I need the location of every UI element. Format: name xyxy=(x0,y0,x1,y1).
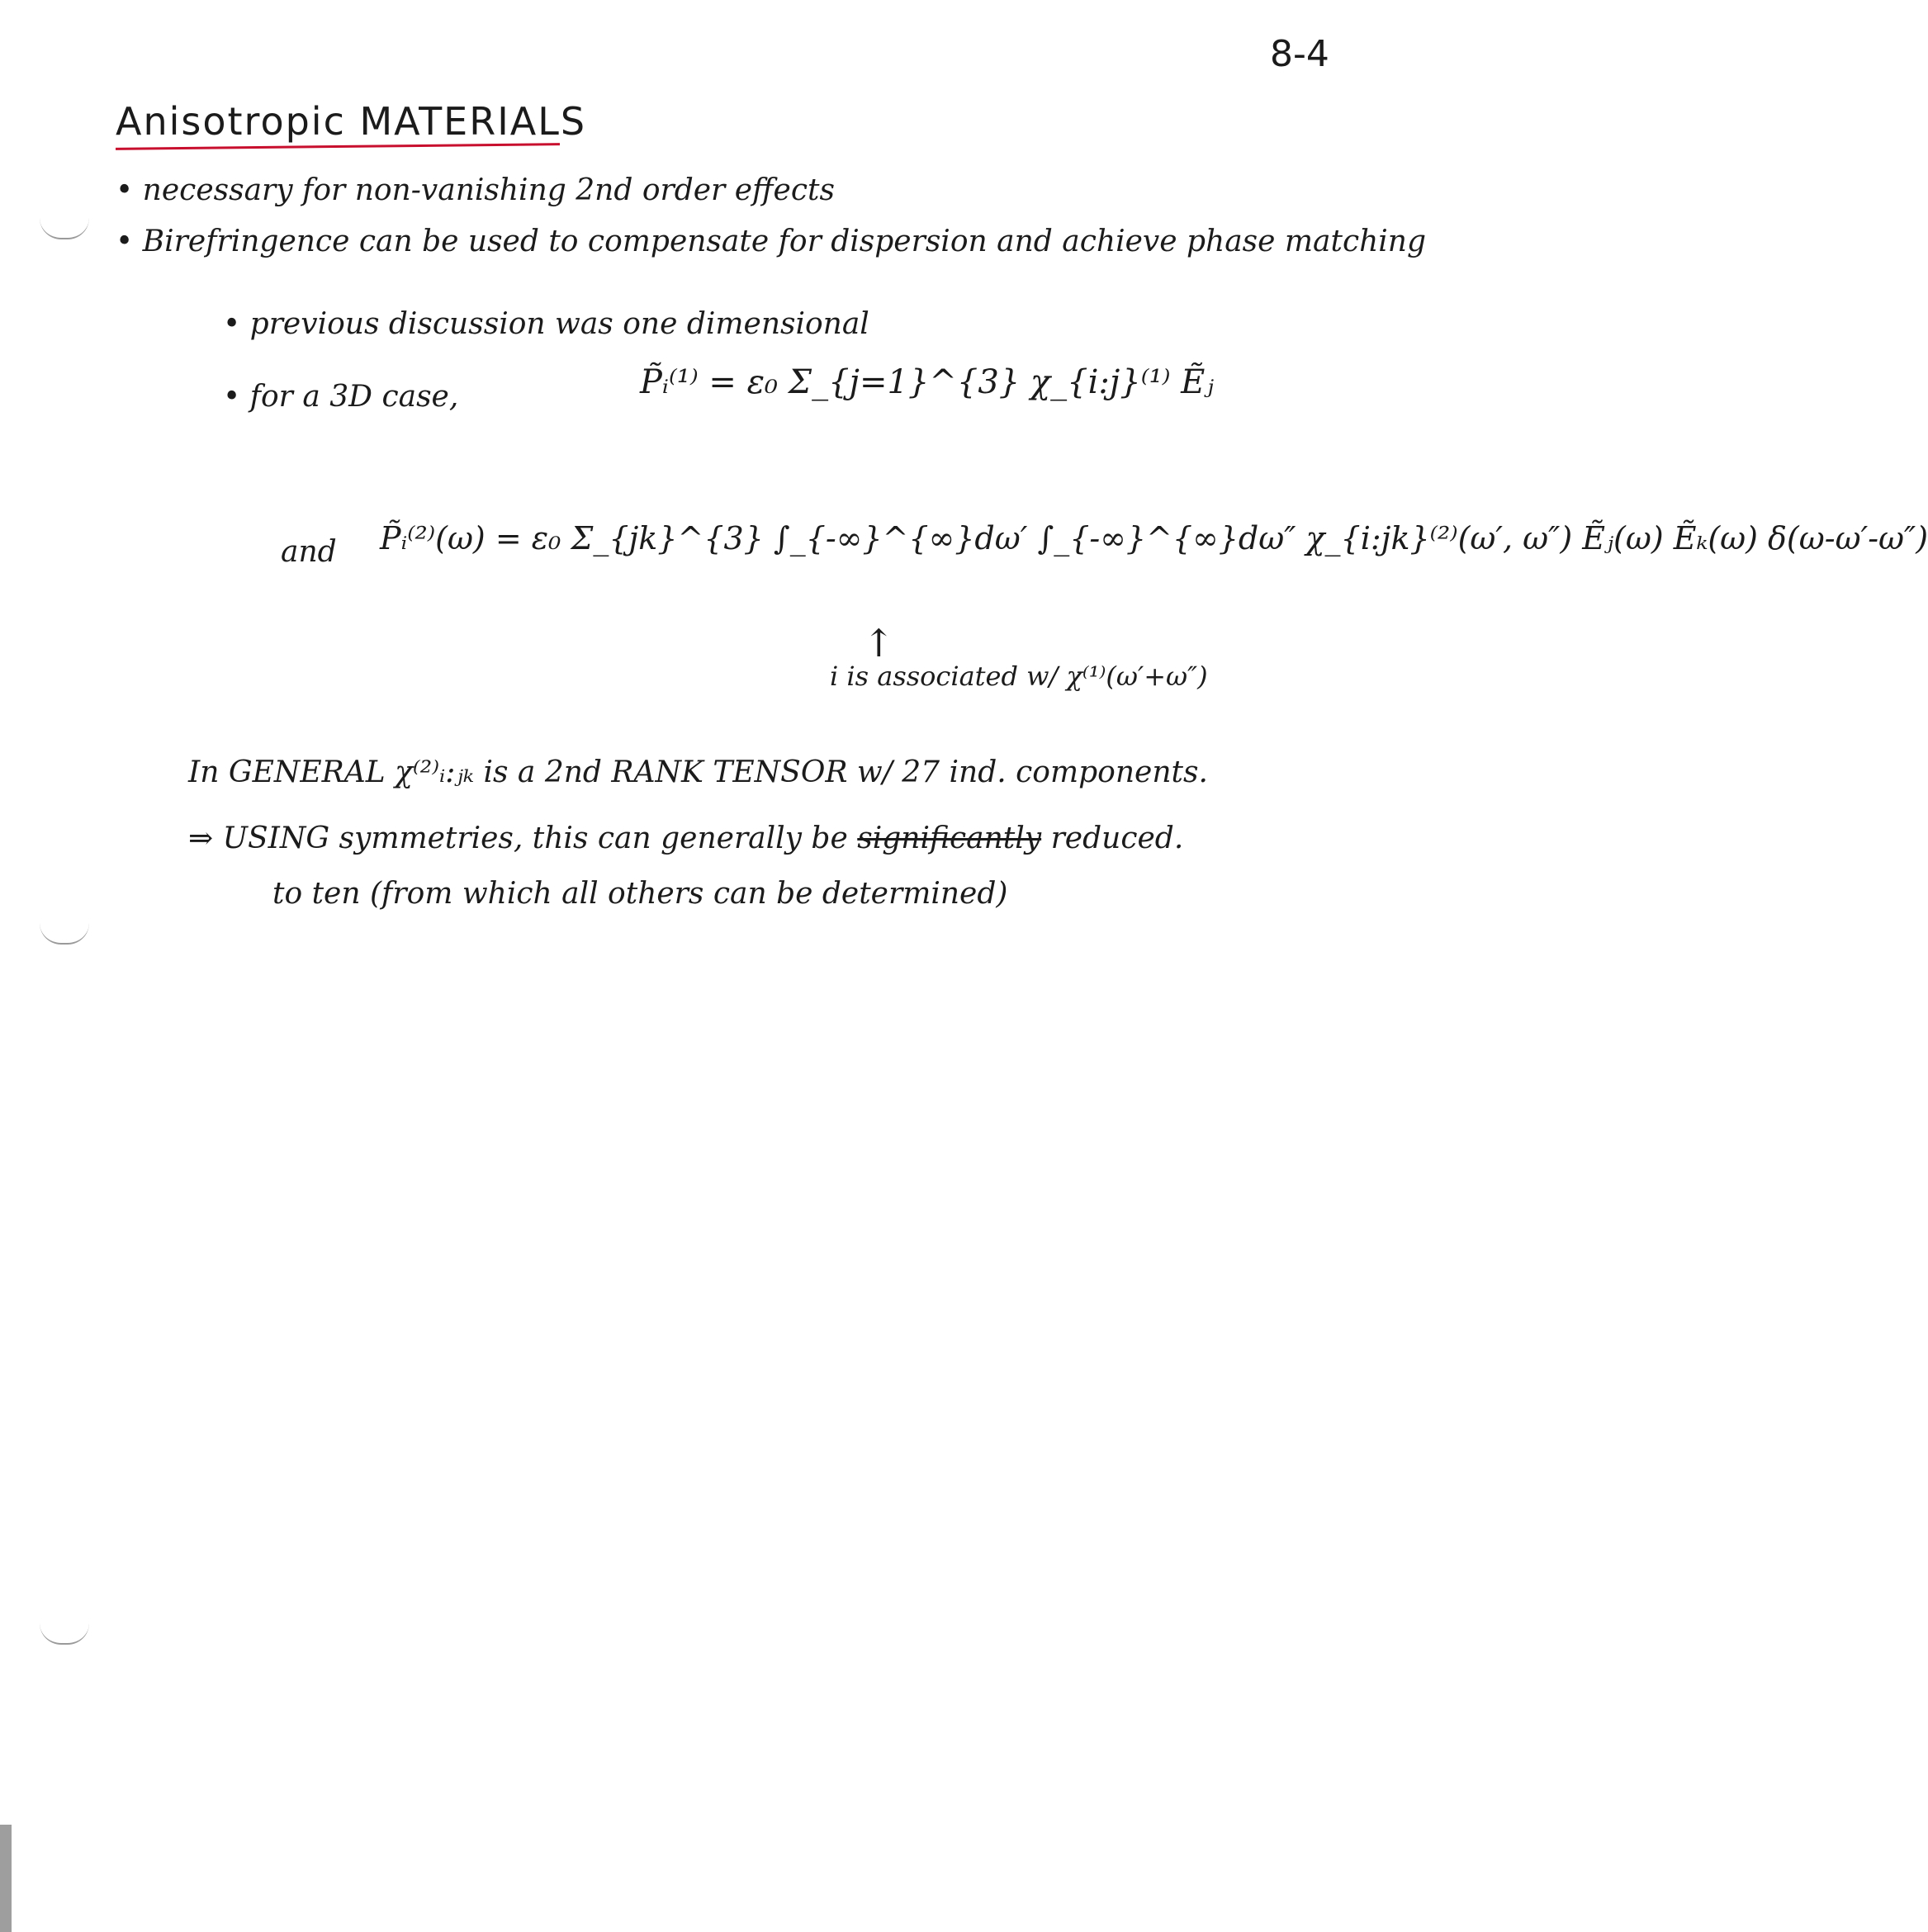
symmetry-suffix: reduced. xyxy=(1050,822,1184,855)
bullet-item: • Birefringence can be used to compensate for dispersion and achieve phase matching xyxy=(116,225,1427,258)
general-statement: In GENERAL χ⁽²⁾ᵢ:ⱼₖ is a 2nd RANK TENSOR w/ 27 ind. components. xyxy=(188,755,1208,789)
and-label: and xyxy=(281,535,337,569)
punch-hole-mark xyxy=(40,923,89,945)
up-arrow-icon: ↑ xyxy=(863,621,895,665)
sub-bullet-item: • previous discussion was one dimensional xyxy=(223,307,869,341)
symmetry-statement xyxy=(188,822,1183,855)
arrow-annotation: i is associated w/ χ⁽¹⁾(ω′+ω″) xyxy=(830,661,1208,692)
title-underline xyxy=(116,143,560,150)
punch-hole-mark xyxy=(40,218,89,239)
reduction-statement: to ten (from which all others can be determined) xyxy=(272,877,1008,911)
symmetry-prefix: ⇒ USING symmetries, this can generally be xyxy=(188,822,848,855)
punch-hole-mark xyxy=(40,1623,89,1645)
page-number: 8-4 xyxy=(1270,33,1329,75)
struck-word: significantly xyxy=(857,822,1042,855)
page-title: Anisotropic MATERIALS xyxy=(116,99,587,144)
scan-edge-shadow xyxy=(0,1825,12,1932)
equation-second-order-polarization: P̃ᵢ⁽²⁾(ω) = ε₀ Σ_{jk}^{3} ∫_{-∞}^{∞}dω′ ∫_{-∞}^{∞}dω″ χ_{i:jk}⁽²⁾(ω′, ω″) Ẽⱼ(ω) Ẽₖ(ω) δ(ω-ω′-ω″) xyxy=(380,520,1928,556)
bullet-item: • necessary for non-vanishing 2nd order effects xyxy=(116,173,835,207)
sub-bullet-item: • for a 3D case, xyxy=(223,380,459,414)
equation-first-order-polarization: P̃ᵢ⁽¹⁾ = ε₀ Σ_{j=1}^{3} χ_{i:j}⁽¹⁾ Ẽⱼ xyxy=(640,363,1214,401)
